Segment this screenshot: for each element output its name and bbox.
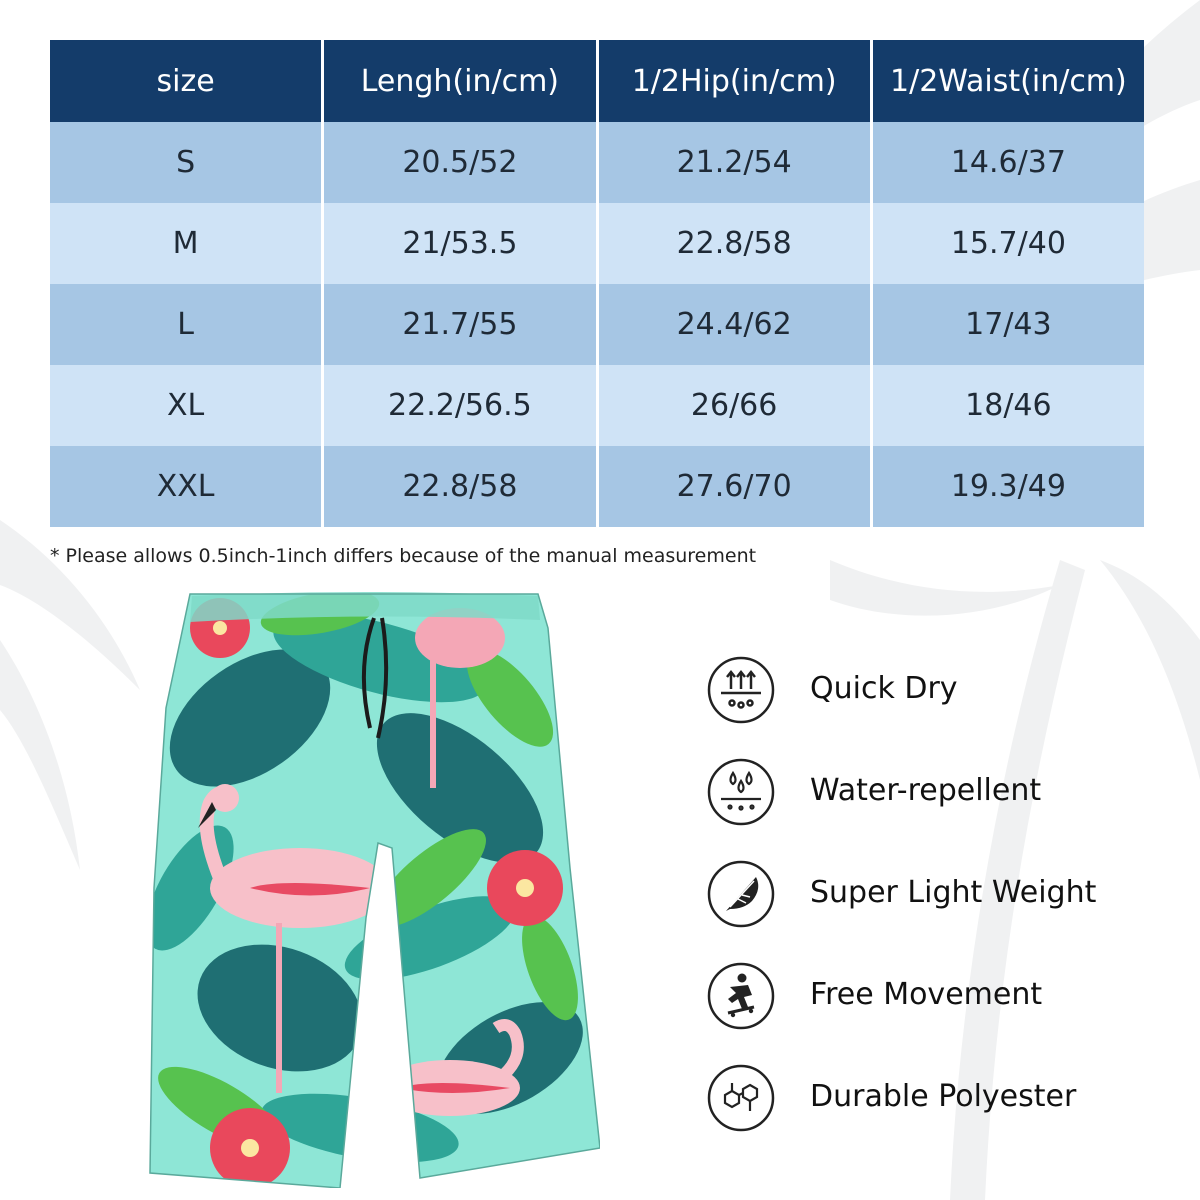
cell-half-hip: 24.4/62 bbox=[599, 284, 870, 365]
feather-icon bbox=[706, 859, 776, 929]
table-row bbox=[50, 446, 1144, 527]
water-repellent-icon bbox=[706, 757, 776, 827]
cell-size: M bbox=[50, 203, 321, 284]
skateboarder-icon bbox=[706, 961, 776, 1031]
feature-super-light-weight bbox=[706, 859, 1166, 961]
table-row bbox=[50, 284, 1144, 365]
header-half-hip: 1/2Hip(in/cm) bbox=[599, 40, 870, 122]
molecule-icon bbox=[706, 1063, 776, 1133]
feature-quick-dry bbox=[706, 655, 1166, 757]
cell-half-waist: 17/43 bbox=[873, 284, 1144, 365]
cell-half-hip: 27.6/70 bbox=[599, 446, 870, 527]
cell-half-hip: 21.2/54 bbox=[599, 122, 870, 203]
measurement-note: * Please allows 0.5inch-1inch differs because of the manual measurement bbox=[50, 545, 757, 567]
board-shorts-image bbox=[130, 588, 600, 1188]
feature-free-movement bbox=[706, 961, 1166, 1063]
feature-label: Free Movement bbox=[810, 977, 1043, 1012]
cell-size: L bbox=[50, 284, 321, 365]
cell-half-waist: 18/46 bbox=[873, 365, 1144, 446]
feature-label: Water-repellent bbox=[810, 773, 1042, 808]
size-chart-header-row bbox=[50, 40, 1144, 122]
feature-label: Quick Dry bbox=[810, 671, 958, 706]
cell-length: 22.8/58 bbox=[324, 446, 595, 527]
cell-length: 20.5/52 bbox=[324, 122, 595, 203]
cell-size: XXL bbox=[50, 446, 321, 527]
size-chart-table bbox=[47, 40, 1147, 527]
cell-half-waist: 15.7/40 bbox=[873, 203, 1144, 284]
cell-half-hip: 22.8/58 bbox=[599, 203, 870, 284]
header-half-waist: 1/2Waist(in/cm) bbox=[873, 40, 1144, 122]
cell-size: S bbox=[50, 122, 321, 203]
cell-length: 21/53.5 bbox=[324, 203, 595, 284]
cell-length: 22.2/56.5 bbox=[324, 365, 595, 446]
table-row bbox=[50, 203, 1144, 284]
feature-water-repellent bbox=[706, 757, 1166, 859]
cell-size: XL bbox=[50, 365, 321, 446]
feature-list bbox=[706, 655, 1166, 1165]
feature-label: Super Light Weight bbox=[810, 875, 1097, 910]
table-row bbox=[50, 122, 1144, 203]
table-row bbox=[50, 365, 1144, 446]
quick-dry-icon bbox=[706, 655, 776, 725]
header-length: Lengh(in/cm) bbox=[324, 40, 595, 122]
feature-durable-polyester bbox=[706, 1063, 1166, 1165]
cell-length: 21.7/55 bbox=[324, 284, 595, 365]
cell-half-waist: 19.3/49 bbox=[873, 446, 1144, 527]
cell-half-waist: 14.6/37 bbox=[873, 122, 1144, 203]
cell-half-hip: 26/66 bbox=[599, 365, 870, 446]
feature-label: Durable Polyester bbox=[810, 1079, 1077, 1114]
header-size: size bbox=[50, 40, 321, 122]
